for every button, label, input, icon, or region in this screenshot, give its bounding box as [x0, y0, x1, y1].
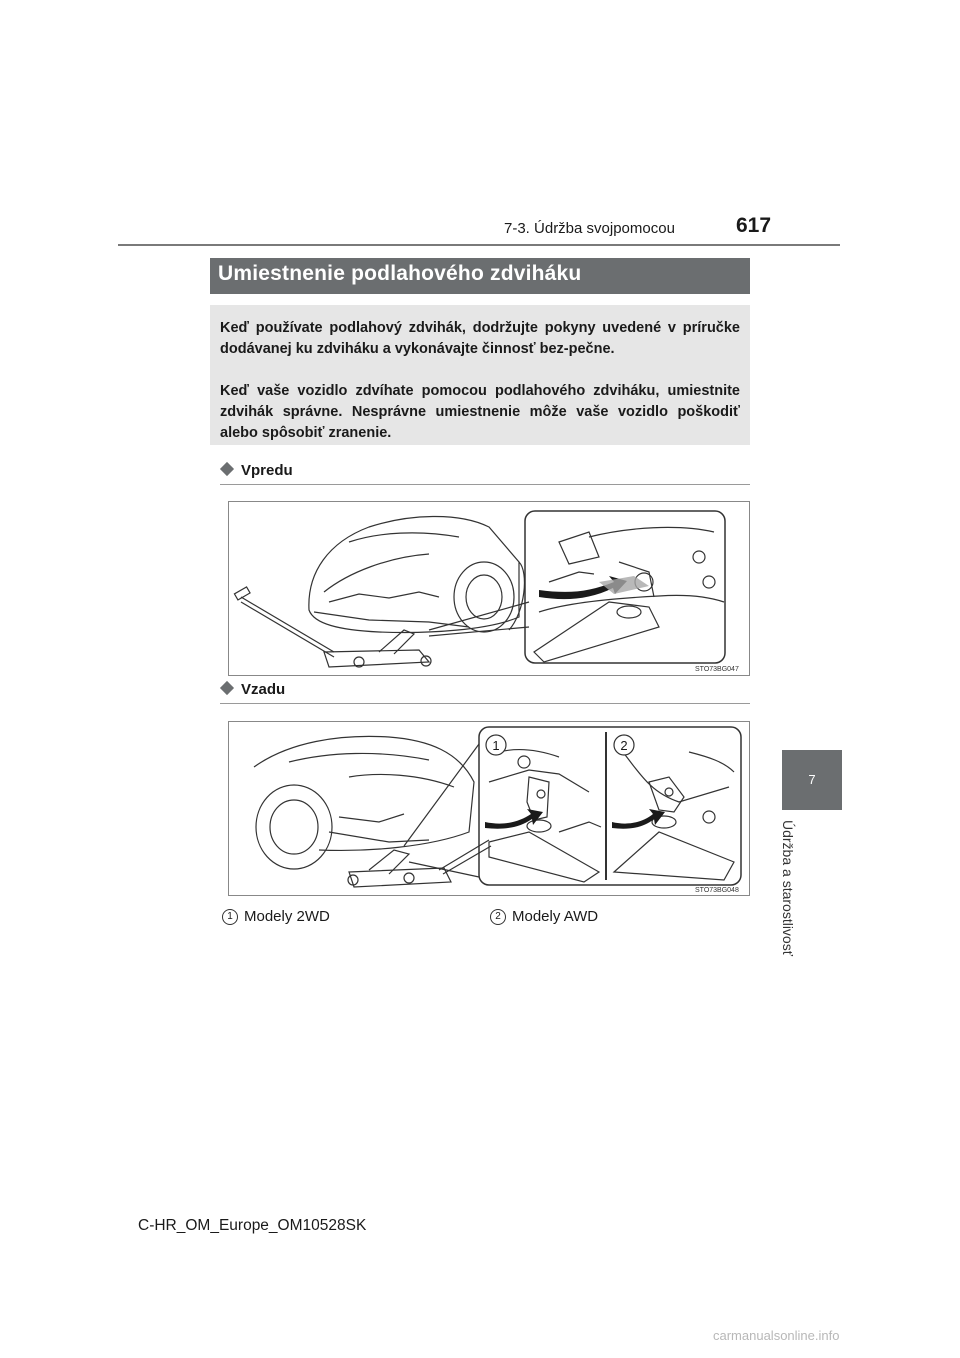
front-heading [222, 462, 293, 479]
rear-heading-rule [220, 703, 750, 704]
rear-jack-illustration [229, 722, 749, 895]
front-illustration [228, 501, 750, 676]
legend-number-1: 1 [222, 909, 238, 925]
chapter-tab-number: 7 [808, 772, 816, 787]
diamond-bullet-icon [220, 681, 234, 695]
intro-paragraph-2: Keď vaše vozidlo zdvíhate pomocou podlahového zdviháku, umiestnite zdvihák správne. Nesprávne umiestnenie môže vaše vozidlo poškodiť alebo spôsobiť zranenie. [220, 383, 740, 441]
header-rule [118, 244, 840, 246]
legend-label-1: Modely 2WD [244, 908, 330, 925]
legend-item-2wd [222, 908, 330, 927]
rear-heading [222, 681, 285, 698]
section-header: 7-3. Údržba svojpomocou [504, 220, 675, 237]
rear-callout-1: 1 [492, 738, 500, 753]
intro-paragraph-1: Keď používate podlahový zdvihák, dodržujte pokyny uvedené v príručke dodávanej ku zdviháku a vykonávajte činnosť bez-pečne. [220, 320, 740, 357]
front-heading-rule [220, 484, 750, 485]
front-heading-text: Vpredu [241, 462, 293, 479]
diamond-bullet-icon [220, 462, 234, 476]
page-number: 617 [736, 214, 772, 237]
rear-illustration [228, 721, 750, 896]
legend-number-2: 2 [490, 909, 506, 925]
chapter-tab-label-wrap [776, 820, 806, 970]
rear-callout-2: 2 [620, 738, 628, 753]
rear-heading-text: Vzadu [241, 681, 286, 698]
footer-doc-code: C-HR_OM_Europe_OM10528SK [138, 1217, 367, 1234]
chapter-tab-label: Údržba a starostlivosť [780, 820, 796, 956]
page-title: Umiestnenie podlahového zdviháku [218, 262, 582, 285]
watermark[interactable]: carmanualsonline.info [713, 1328, 840, 1343]
front-jack-illustration [229, 502, 749, 675]
legend-label-2: Modely AWD [512, 908, 599, 925]
front-image-code: STO73BG047 [695, 666, 739, 673]
rear-image-code: STO73BG048 [695, 887, 739, 894]
legend-item-awd [490, 908, 598, 927]
